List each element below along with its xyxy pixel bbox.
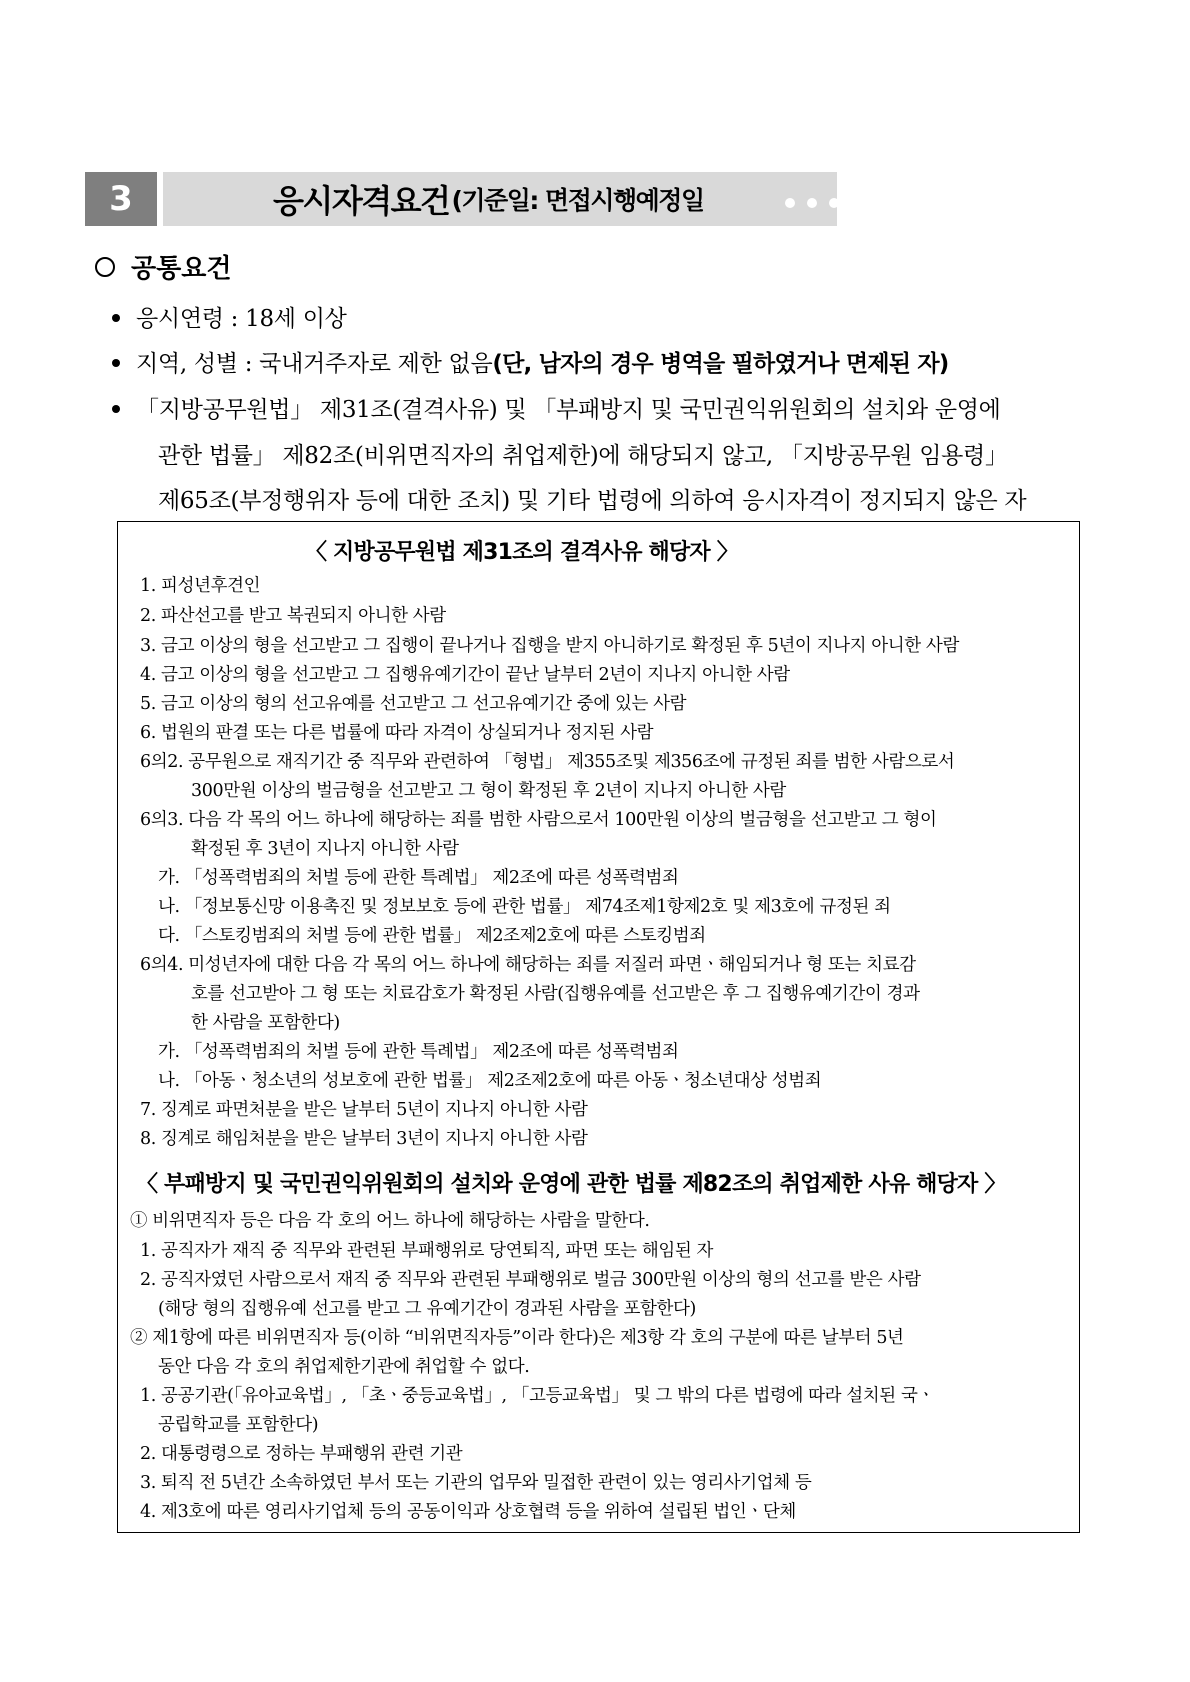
section-title-bar <box>163 172 837 226</box>
list-item: 7. 징계로 파면처분을 받은 날부터 5년이 지나지 아니한 사람 <box>140 1100 588 1120</box>
list-item: 1. 공공기관(「유아교육법」, 「초ㆍ중등교육법」, 「고등교육법」 및 그 밖의 다른 법령에 따라 설치된 국ㆍ <box>140 1386 934 1406</box>
list-item: 4. 금고 이상의 형을 선고받고 그 집행유예기간이 끝난 날부터 2년이 지나지 아니한 사람 <box>140 665 790 685</box>
list-item: ① 비위면직자 등은 다음 각 호의 어느 하나에 해당하는 사람을 말한다. <box>130 1211 650 1231</box>
bullet-disqualification-cont-1: 관한 법률」 제82조(비위면직자의 취업제한)에 해당되지 않고, 「지방공무원 임용령」 <box>158 443 1008 469</box>
bullet-disqualification-cont-2: 제65조(부정행위자 등에 대한 조치) 및 기타 법령에 의하여 응시자격이 정지되지 않은 자 <box>158 488 1027 514</box>
section-title <box>273 172 704 226</box>
list-item: 6의4. 미성년자에 대한 다음 각 목의 어느 하나에 해당하는 죄를 저질러 파면ㆍ해임되거나 형 또는 치료감 <box>140 955 916 975</box>
list-item: (해당 형의 집행유예 선고를 받고 그 유예기간이 경과된 사람을 포함한다) <box>158 1299 696 1319</box>
list-item: 2. 파산선고를 받고 복권되지 아니한 사람 <box>140 606 446 626</box>
list-item: 1. 공직자가 재직 중 직무와 관련된 부패행위로 당연퇴직, 파면 또는 해임된 자 <box>140 1241 713 1261</box>
list-item: 가. 「성폭력범죄의 처벌 등에 관한 특례법」 제2조에 따른 성폭력범죄 <box>158 1042 679 1062</box>
list-item: 한 사람을 포함한다) <box>191 1013 340 1033</box>
list-item: 6의2. 공무원으로 재직기간 중 직무와 관련하여 「형법」 제355조및 제356조에 규정된 죄를 범한 사람으로서 <box>140 752 955 772</box>
section-header <box>85 172 837 226</box>
list-item: 나. 「정보통신망 이용촉진 및 정보보호 등에 관한 법률」 제74조제1항제2호 및 제3호에 규정된 죄 <box>158 897 891 917</box>
circle-bullet-icon <box>95 257 115 277</box>
list-item: 5. 금고 이상의 형의 선고유예를 선고받고 그 선고유예기간 중에 있는 사람 <box>140 694 687 714</box>
common-requirements-heading <box>95 248 231 285</box>
section-title-sub: (기준일: 면접시행예정일 <box>451 186 704 215</box>
section-number: 3 <box>85 172 157 226</box>
list-item: 6의3. 다음 각 목의 어느 하나에 해당하는 죄를 범한 사람으로서 100만원 이상의 벌금형을 선고받고 그 형이 <box>140 810 937 830</box>
bullet-disqualification <box>112 391 1001 424</box>
decorative-dots-icon <box>783 172 913 226</box>
bullet-age-text: 응시연령 : 18세 이상 <box>136 306 347 332</box>
box-title-article82: 〈 부패방지 및 국민권익위원회의 설치와 운영에 관한 법률 제82조의 취업제한 사유 해당자 〉 <box>136 1172 1006 1197</box>
bullet-dot-icon <box>112 405 120 413</box>
list-item: 확정된 후 3년이 지나지 아니한 사람 <box>191 839 459 859</box>
list-item: 동안 다음 각 호의 취업제한기관에 취업할 수 없다. <box>158 1357 530 1377</box>
bullet-dot-icon <box>112 359 120 367</box>
list-item: 2. 공직자였던 사람으로서 재직 중 직무와 관련된 부패행위로 벌금 300만원 이상의 형의 선고를 받은 사람 <box>140 1270 921 1290</box>
list-item: 다. 「스토킹범죄의 처벌 등에 관한 법률」 제2조제2호에 따른 스토킹범죄 <box>158 926 706 946</box>
list-item: 공립학교를 포함한다) <box>158 1415 319 1435</box>
list-item: 2. 대통령령으로 정하는 부패행위 관련 기관 <box>140 1444 463 1464</box>
common-heading-text: 공통요건 <box>131 254 232 284</box>
list-item: 나. 「아동ㆍ청소년의 성보호에 관한 법률」 제2조제2호에 따른 아동ㆍ청소년대상 성범죄 <box>158 1071 822 1091</box>
bullet-region <box>112 345 949 378</box>
bullet-disqualification-text: 「지방공무원법」 제31조(결격사유) 및 「부패방지 및 국민권익위원회의 설치와 운영에 <box>136 397 1001 423</box>
list-item: 3. 금고 이상의 형을 선고받고 그 집행이 끝나거나 집행을 받지 아니하기로 확정된 후 5년이 지나지 아니한 사람 <box>140 636 959 656</box>
bullet-age <box>112 300 347 333</box>
disqualification-box <box>117 521 1080 1533</box>
bullet-region-text: 지역, 성별 : 국내거주자로 제한 없음 <box>136 351 493 377</box>
list-item: 300만원 이상의 벌금형을 선고받고 그 형이 확정된 후 2년이 지나지 아니한 사람 <box>191 781 786 801</box>
box-title-article31: 〈 지방공무원법 제31조의 결격사유 해당자 〉 <box>305 540 738 565</box>
list-item: 호를 선고받아 그 형 또는 치료감호가 확정된 사람(집행유예를 선고받은 후 그 집행유예기간이 경과 <box>191 984 920 1004</box>
section-title-main: 응시자격요건 <box>273 182 450 220</box>
bullet-dot-icon <box>112 314 120 322</box>
list-item: 6. 법원의 판결 또는 다른 법률에 따라 자격이 상실되거나 정지된 사람 <box>140 723 654 743</box>
list-item: 1. 피성년후견인 <box>140 576 261 596</box>
bullet-region-note: (단, 남자의 경우 병역을 필하였거나 면제된 자) <box>492 351 949 377</box>
list-item: 8. 징계로 해임처분을 받은 날부터 3년이 지나지 아니한 사람 <box>140 1129 588 1149</box>
list-item: 가. 「성폭력범죄의 처벌 등에 관한 특례법」 제2조에 따른 성폭력범죄 <box>158 868 679 888</box>
list-item: ② 제1항에 따른 비위면직자 등(이하 “비위면직자등”이라 한다)은 제3항 각 호의 구분에 따른 날부터 5년 <box>130 1328 904 1348</box>
list-item: 4. 제3호에 따른 영리사기업체 등의 공동이익과 상호협력 등을 위하여 설립된 법인ㆍ단체 <box>140 1502 796 1522</box>
list-item: 3. 퇴직 전 5년간 소속하였던 부서 또는 기관의 업무와 밀접한 관련이 있는 영리사기업체 등 <box>140 1473 812 1493</box>
